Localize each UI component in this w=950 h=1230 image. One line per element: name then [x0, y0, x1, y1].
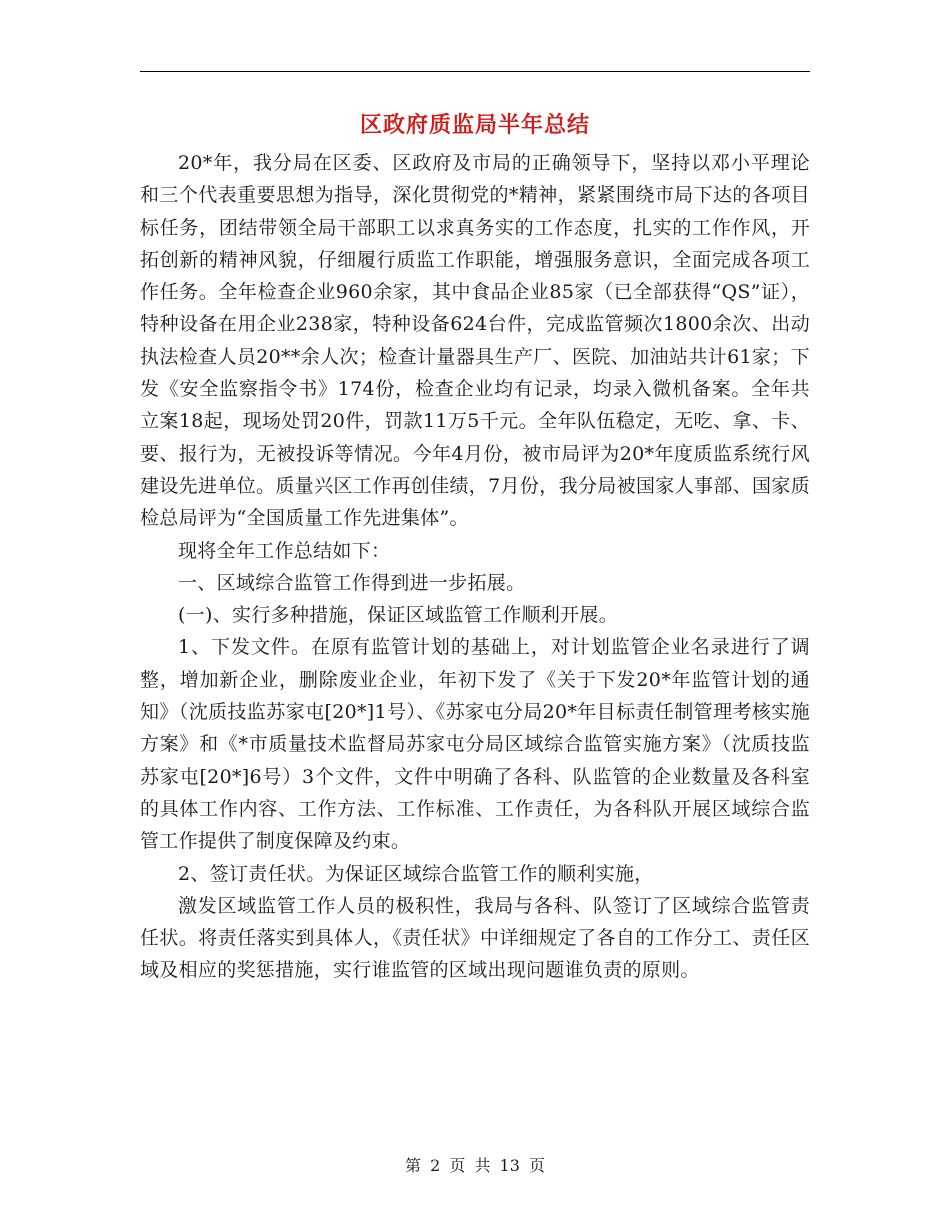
section-heading: 一、区域综合监管工作得到进一步拓展。 — [178, 571, 526, 594]
page-footer: 第 2 页 共 13 页 — [405, 1156, 545, 1175]
document-title: 区政府质监局半年总结 — [359, 113, 590, 138]
subsection-heading: (一)、实行多种措施，保证区域监管工作顺利开展。 — [178, 604, 619, 627]
document-body — [140, 147, 810, 987]
paragraph: 现将全年工作总结如下： — [178, 539, 391, 562]
paragraph: 2、签订责任状。为保证区域综合监管工作的顺利实施， — [178, 862, 654, 885]
paragraph: 1、下发文件。在原有监管计划的基础上，对计划监管企业名录进行了调整，增加新企业，删除废业企业，年初下发了《关于下发20*年监管计划的通知》（沈质技监苏家屯[20*]1号）、《苏家屯分局20*年目标责任制管理考核实施方案》和《*市质量技术监督局苏家屯分局区域综合监管实施方案》（沈质技监苏家屯[20*]6号）3个文件，文件中明确了各科、队监管的企业数量及各科室的具体工作内容、工作方法、工作标准、工作责任，为各科队开展区域综合监管工作提供了制度保障及约束。 — [140, 636, 810, 853]
paragraph: 激发区域监管工作人员的极积性，我局与各科、队签订了区域综合监管责任状。将责任落实到具体人，《责任状》中详细规定了各自的工作分工、责任区域及相应的奖惩措施，实行谁监管的区域出现问题谁负责的原则。 — [140, 894, 810, 982]
header-rule — [140, 71, 810, 72]
paragraph: 20*年，我分局在区委、区政府及市局的正确领导下，坚持以邓小平理论和三个代表重要思想为指导，深化贯彻党的*精神，紧紧围绕市局下达的各项目标任务，团结带领全局干部职工以求真务实的工作态度，扎实的工作作风，开拓创新的精神风貌，仔细履行质监工作职能，增强服务意识，全面完成各项工作任务。全年检查企业960余家，其中食品企业85家（已全部获得“QS”证），特种设备在用企业238家，特种设备624台件，完成监管频次1800余次、出动执法检查人员20**余人次；检查计量器具生产厂、医院、加油站共计61家；下发《安全监察指令书》174份，检查企业均有记录，均录入微机备案。全年共立案18起，现场处罚20件，罚款11万5千元。全年队伍稳定，无吃、拿、卡、要、报行为，无被投诉等情况。今年4月份，被市局评为20*年度质监系统行风建设先进单位。质量兴区工作再创佳绩，7月份，我分局被国家人事部、国家质检总局评为“全国质量工作先进集体”。 — [140, 152, 810, 530]
